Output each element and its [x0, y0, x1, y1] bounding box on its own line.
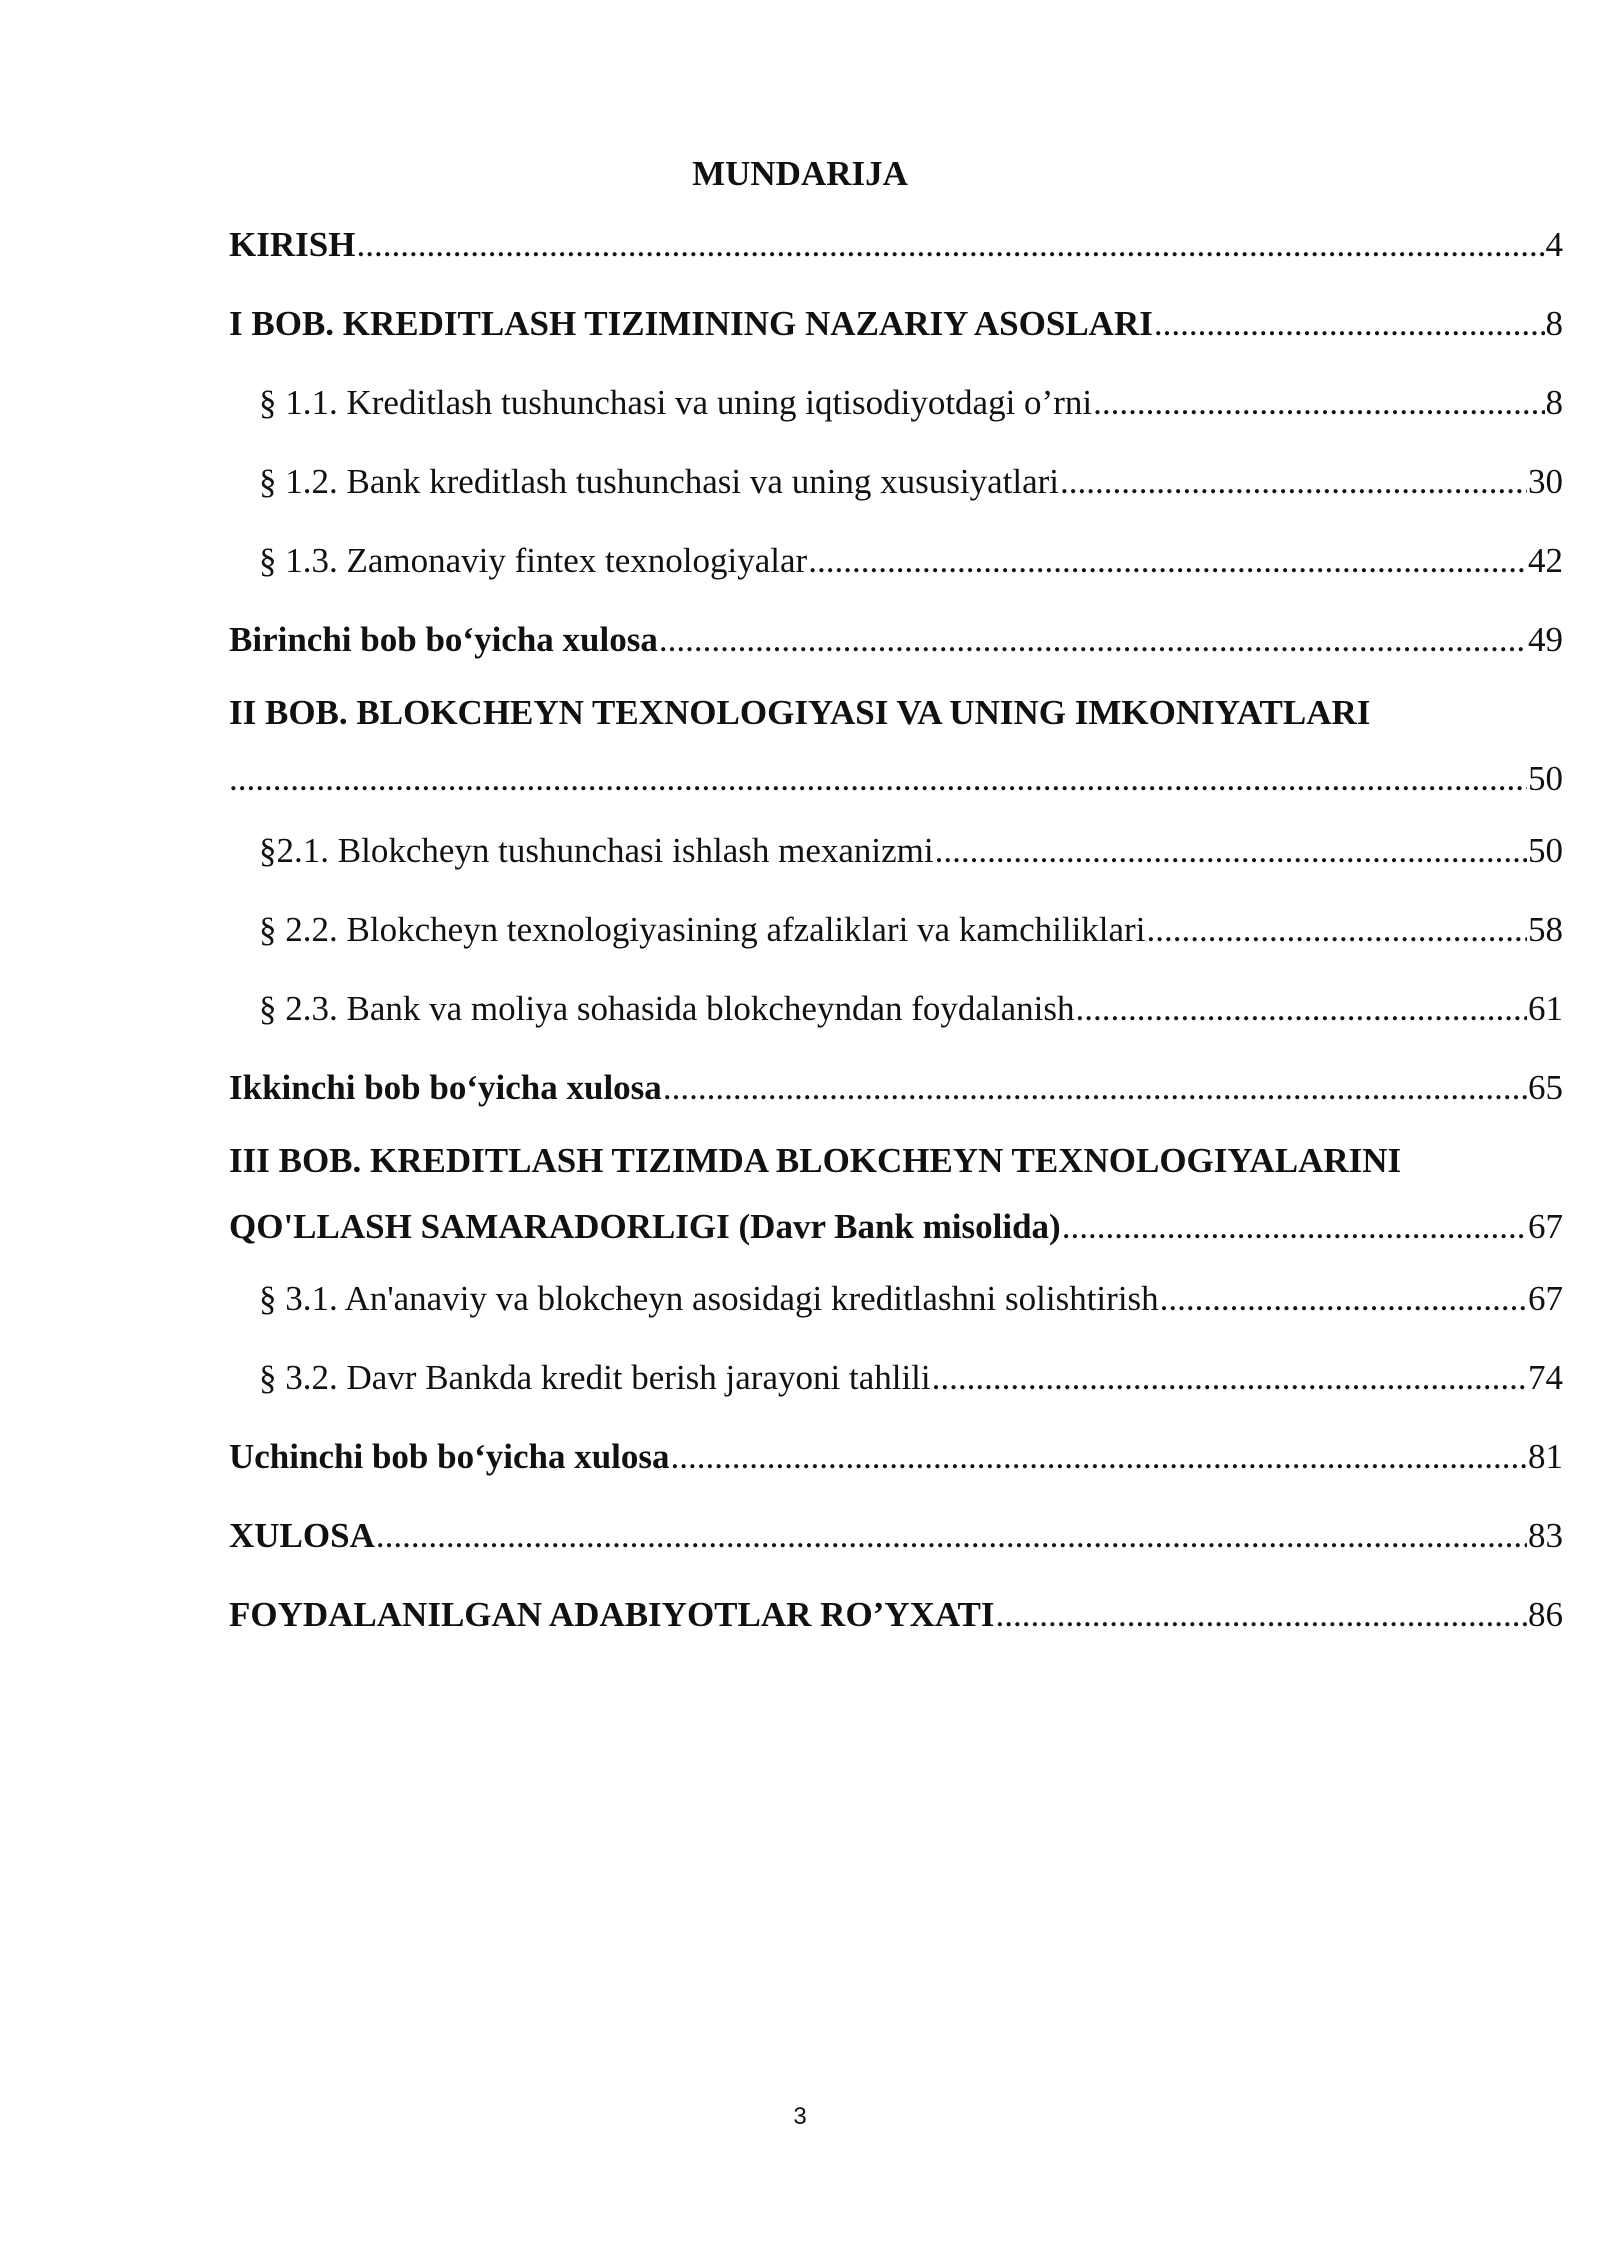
toc-leader-dots — [229, 747, 1527, 811]
toc-entry-text: XULOSA — [229, 1516, 375, 1555]
toc-leader-dots — [932, 1338, 1527, 1417]
toc-entry-page: 65 — [1528, 1068, 1563, 1107]
toc-entry — [229, 205, 1563, 284]
toc-entry-text: § 2.2. Blokcheyn texnologiyasining afzaliklari va kamchiliklari — [259, 910, 1146, 949]
toc-entry-text: § 1.3. Zamonaviy fintex texnologiyalar — [259, 541, 808, 580]
toc-title: MUNDARIJA — [692, 154, 908, 193]
toc-entry-text: Ikkinchi bob bo‘yicha xulosa — [229, 1068, 662, 1107]
toc-entry-text: § 1.1. Kreditlash tushunchasi va uning iqtisodiyotdagi o’rni — [259, 383, 1093, 422]
toc-entry-text: QO'LLASH SAMARADORLIGI (Davr Bank misolida) — [229, 1207, 1061, 1246]
toc-entry-page: 4 — [1545, 225, 1563, 264]
toc-entry — [229, 1496, 1563, 1575]
toc-entry-text: § 2.3. Bank va moliya sohasida blokcheyndan foydalanish — [259, 989, 1075, 1028]
toc-leader-dots — [1146, 890, 1527, 969]
toc-entry-text: § 3.1. An'anaviy va blokcheyn asosidagi kreditlashni solishtirish — [259, 1279, 1159, 1318]
toc-entry-text: Birinchi bob bo‘yicha xulosa — [229, 620, 658, 659]
toc-entry — [229, 679, 1563, 747]
toc-leader-dots — [1093, 363, 1544, 442]
toc-entry — [229, 1575, 1563, 1654]
toc-entry-page: 83 — [1528, 1516, 1563, 1555]
toc-entry — [229, 1048, 1563, 1127]
toc-entry-text: II BOB. BLOKCHEYN TEXNOLOGIYASI VA UNING IMKONIYATLARI — [229, 693, 1371, 732]
toc-leader-dots — [663, 1048, 1527, 1127]
toc-entry-page: 61 — [1528, 989, 1563, 1028]
page-number: 3 — [793, 2103, 807, 2130]
toc-entry-text: I BOB. KREDITLASH TIZIMINING NAZARIY ASOSLARI — [229, 304, 1153, 343]
toc-entry — [229, 1259, 1563, 1338]
toc-leader-dots — [1060, 442, 1527, 521]
toc-entry-page: 58 — [1528, 910, 1563, 949]
toc-entry-continuation — [229, 1195, 1563, 1259]
toc-entry-page: 86 — [1528, 1595, 1563, 1634]
toc-entry-page: 49 — [1528, 620, 1563, 659]
toc-entry — [229, 969, 1563, 1048]
toc-leader-dots — [935, 811, 1527, 890]
toc-entry-text: III BOB. KREDITLASH TIZIMDA BLOKCHEYN TEXNOLOGIYALARINI — [229, 1141, 1402, 1180]
toc-leader-dots — [996, 1575, 1527, 1654]
toc-entry-text: § 1.2. Bank kreditlash tushunchasi va uning xususiyatlari — [259, 462, 1060, 501]
toc-entry — [229, 363, 1563, 442]
toc-entry-page: 8 — [1545, 383, 1563, 422]
toc-entry — [229, 521, 1563, 600]
toc-entry-continuation — [229, 747, 1563, 811]
toc-leader-dots — [1062, 1195, 1527, 1259]
toc-entry-page: 67 — [1528, 1207, 1563, 1246]
toc-entry — [229, 1417, 1563, 1496]
toc-entry — [229, 284, 1563, 363]
toc-entry — [229, 1338, 1563, 1417]
toc-entry-text: Uchinchi bob bo‘yicha xulosa — [229, 1437, 670, 1476]
toc-leader-dots — [376, 1496, 1527, 1575]
toc-entry-page: 50 — [1528, 759, 1563, 798]
toc-entry-page: 30 — [1528, 462, 1563, 501]
toc-entry-page: 67 — [1528, 1279, 1563, 1318]
toc-entry-text: FOYDALANILGAN ADABIYOTLAR RO’YXATI — [229, 1595, 995, 1634]
toc-leader-dots — [1160, 1259, 1527, 1338]
toc-entry — [229, 600, 1563, 679]
toc-entry-page: 42 — [1528, 541, 1563, 580]
toc-entry-page: 8 — [1545, 304, 1563, 343]
toc-leader-dots — [808, 521, 1527, 600]
toc-leader-dots — [1076, 969, 1527, 1048]
toc-entry-page: 50 — [1528, 831, 1563, 870]
toc-entry-page: 74 — [1528, 1358, 1563, 1397]
toc-entry-text: KIRISH — [229, 225, 356, 264]
toc-leader-dots — [356, 205, 1544, 284]
toc-entry — [229, 811, 1563, 890]
toc-entry-page: 81 — [1528, 1437, 1563, 1476]
toc-entry — [229, 442, 1563, 521]
toc-entry — [229, 890, 1563, 969]
toc-entry-text: § 3.2. Davr Bankda kredit berish jarayoni tahlili — [259, 1358, 931, 1397]
toc-entry-text: §2.1. Blokcheyn tushunchasi ishlash mexanizmi — [259, 831, 934, 870]
toc-leader-dots — [671, 1417, 1527, 1496]
toc-entry — [229, 1127, 1563, 1195]
toc-leader-dots — [659, 600, 1527, 679]
table-of-contents — [229, 205, 1563, 1654]
toc-leader-dots — [1154, 284, 1545, 363]
